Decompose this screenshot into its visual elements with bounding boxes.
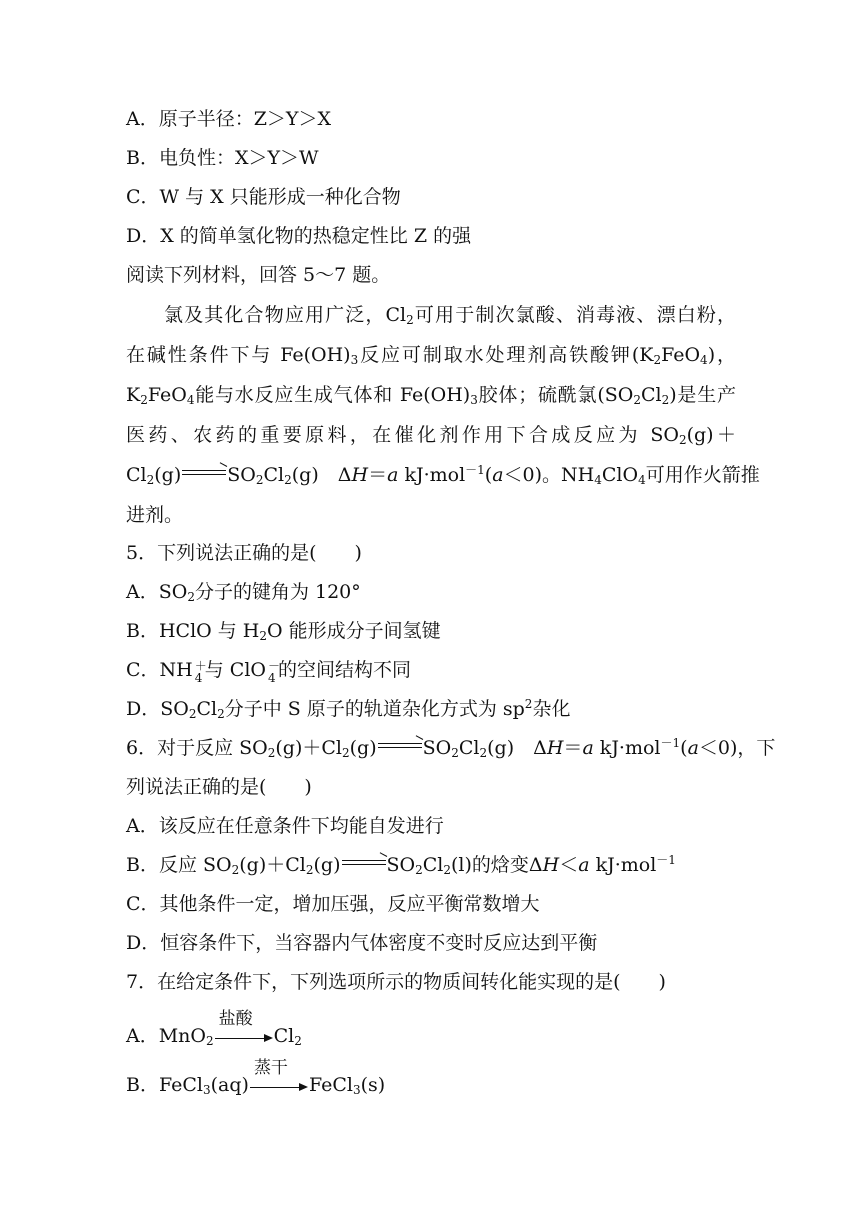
q4-option-b: B．电负性：X＞Y＞W [126,147,319,169]
equilibrium-arrow-icon [182,468,226,478]
q7-option-a: A．MnO$_2$ 盐酸 $Cl_2$ [126,1009,302,1048]
q6-stem-cont: 列说法正确的是( ) [126,776,312,798]
material-passage: 氯及其化合物应用广泛，$Cl_2$可用于制次氯酸、消毒液、漂白粉， 在碱性条件下与 $Fe(OH)_3$反应可制取水处理剂高铁酸钾$(K_2FeO_4)$， $K_2FeO_4$能与水反应生成气体和 $Fe(OH)_3$胶体；硫酰氯$(SO_2Cl_2)$是生产 医药、农药的重要原料，在催化剂作用下合成反应为 $SO_2(g)+$ $Cl_2(g)$ $SO_2Cl_2(g)$ ΔH＝a kJ·mol$^{-1}$(a＜0)。$NH_4ClO_4$可用作火箭推 进剂。 [126,304,760,526]
q6-option-b: B．反应 $SO_2(g)+Cl_2(g)$ $SO_2Cl_2(l)$的焓变ΔH＜a kJ·mol$^{-1}$ [126,853,676,877]
q4-option-a: A．原子半径：Z＞Y＞X [126,108,332,130]
reading-instruction: 阅读下列材料，回答 5～7 题。 [126,264,391,286]
equilibrium-arrow-icon [342,858,386,868]
q4-option-d: D．X 的简单氢化物的热稳定性比 Z 的强 [126,225,472,247]
q7-stem: 7．在给定条件下，下列选项所示的物质间转化能实现的是( ) [126,971,666,993]
q6-option-a: A．该反应在任意条件下均能自发进行 [126,815,444,837]
q5-option-c: C．NH ＋ 4 与 ClO － 4 的空间结构不同 [126,659,411,685]
q5-option-d: D．$SO_2Cl_2$分子中 S 原子的轨道杂化方式为 $sp^2$杂化 [126,697,571,721]
reaction-arrow-icon: 盐酸 [215,1021,273,1045]
q5-option-b: B．HClO 与 $H_2O$ 能形成分子间氢键 [126,620,441,643]
q6-option-c: C．其他条件一定，增加压强，反应平衡常数增大 [126,893,540,915]
reaction-arrow-icon: 蒸干 [250,1070,308,1094]
q5-option-a: A．$SO_2$分子的键角为 120° [126,581,361,604]
q6-option-d: D．恒容条件下，当容器内气体密度不变时反应达到平衡 [126,932,598,954]
equilibrium-arrow-icon [378,741,422,751]
q7-option-b: B．FeCl$_3$(aq) 蒸干 FeCl$_3$(s) [126,1058,386,1097]
q6-stem: 6．对于反应 $SO_2(g)+Cl_2(g)$ $SO_2Cl_2(g)$ ΔH＝a kJ·mol$^{-1}$(a＜0)，下 [126,736,776,760]
q4-option-c: C．W 与 X 只能形成一种化合物 [126,186,401,208]
q5-stem: 5．下列说法正确的是( ) [126,542,362,564]
